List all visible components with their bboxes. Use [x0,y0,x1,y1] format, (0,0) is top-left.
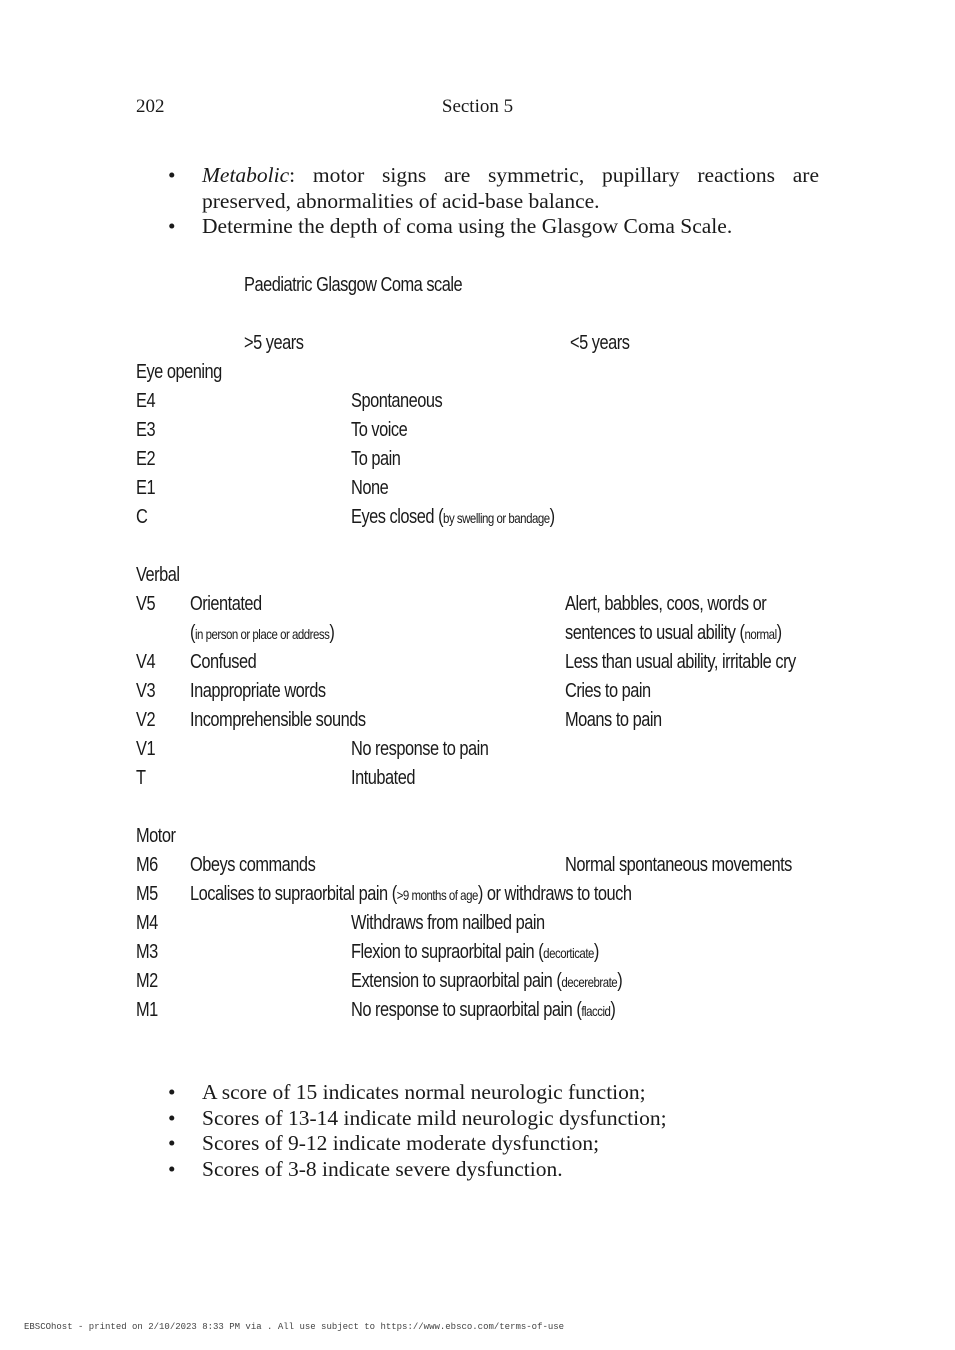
row-text [351,969,622,994]
row-text-main: No response to supraorbital pain ( [351,999,582,1021]
row-code: V4 [136,651,156,673]
paren-close: ) [776,622,782,644]
row-under5: Cries to pain [565,680,651,702]
row-over5: Obeys commands [190,854,316,876]
list-item: • A score of 15 indicates normal neurologic function; [168,1080,819,1106]
motor-heading: Motor [136,825,176,847]
row-text-main: Localises to supraorbital pain ( [190,883,397,905]
row-code: M2 [136,970,158,992]
row-text [351,940,599,965]
bullet-lead: Metabolic [202,163,290,187]
row-text [351,998,615,1023]
row-code: V5 [136,593,156,615]
row-text-end: ) [610,999,616,1021]
row-text: To voice [351,419,408,441]
list-item: • Scores of 3-8 indicate severe dysfunction. [168,1157,819,1183]
row-text-main: Eyes closed ( [351,506,444,528]
row-code: E1 [136,477,156,499]
row-text-end: ) [593,941,599,963]
row-code: M3 [136,941,158,963]
row-code: V2 [136,709,156,731]
row-note: normal [744,626,777,642]
row-code: E3 [136,419,156,441]
row-text [351,505,555,530]
row-code: E2 [136,448,156,470]
row-code: M6 [136,854,158,876]
row-text: Withdraws from nailbed pain [351,912,545,934]
row-code: C [136,506,148,528]
row-under5: Normal spontaneous movements [565,854,792,876]
row-note: >9 months of age [396,887,478,903]
row-note: decorticate [543,945,594,961]
row-over5-note [190,621,334,646]
row-text-end: ) [549,506,555,528]
row-code: M5 [136,883,158,905]
row-code: M1 [136,999,158,1021]
list-item: • Scores of 13-14 indicate mild neurologic dysfunction; [168,1106,819,1132]
row-text-main: sentences to usual ability ( [565,622,745,644]
paren-open: ( [190,622,195,644]
row-note: decerebrate [561,974,618,990]
row-text-main: Extension to supraorbital pain ( [351,970,562,992]
row-text: No response to pain [351,738,489,760]
row-text: Intubated [351,767,415,789]
verbal-heading: Verbal [136,564,180,586]
row-under5-line2 [565,621,782,646]
row-code: V1 [136,738,156,760]
row-code: M4 [136,912,158,934]
row-code: V3 [136,680,156,702]
paren-close: ) [329,622,335,644]
row-text [190,882,632,907]
row-note: by swelling or bandage [443,510,550,526]
eye-opening-heading: Eye opening [136,361,222,383]
row-text: Spontaneous [351,390,443,412]
list-item: • Scores of 9-12 indicate moderate dysfunction; [168,1131,819,1157]
row-text: To pain [351,448,401,470]
page-number: 202 [136,96,165,117]
table-title: Paediatric Glasgow Coma scale [244,274,463,296]
row-text-main: Flexion to supraorbital pain ( [351,941,544,963]
row-note: in person or place or address [194,626,330,642]
score-bullet-list [168,1080,819,1182]
bullet-text: Determine the depth of coma using the Glasgow Coma Scale. [202,214,733,238]
row-text: None [351,477,389,499]
print-footer: EBSCOhost - printed on 2/10/2023 8:33 PM via . All use subject to https://www.ebsco.com/terms-of-use [24,1322,565,1332]
row-text-end: ) [617,970,623,992]
row-over5: Inappropriate words [190,680,326,702]
row-over5: Orientated [190,593,262,615]
running-header: Section 5 [441,96,514,117]
row-text-end: ) or withdraws to touch [477,883,632,905]
row-under5: Less than usual ability, irritable cry [565,651,796,673]
row-under5: Moans to pain [565,709,662,731]
row-code: E4 [136,390,156,412]
row-over5: Incomprehensible sounds [190,709,366,731]
row-code: T [136,767,146,789]
row-under5: Alert, babbles, coos, words or [565,593,767,615]
column-header-under-5: <5 years [570,332,630,354]
column-header-over-5: >5 years [244,332,304,354]
row-over5: Confused [190,651,257,673]
row-note: flaccid [581,1003,611,1019]
bullet-text: : motor signs are symmetric, pupillary reactions are preserved, abnormalities of acid-base balance. [202,163,819,213]
